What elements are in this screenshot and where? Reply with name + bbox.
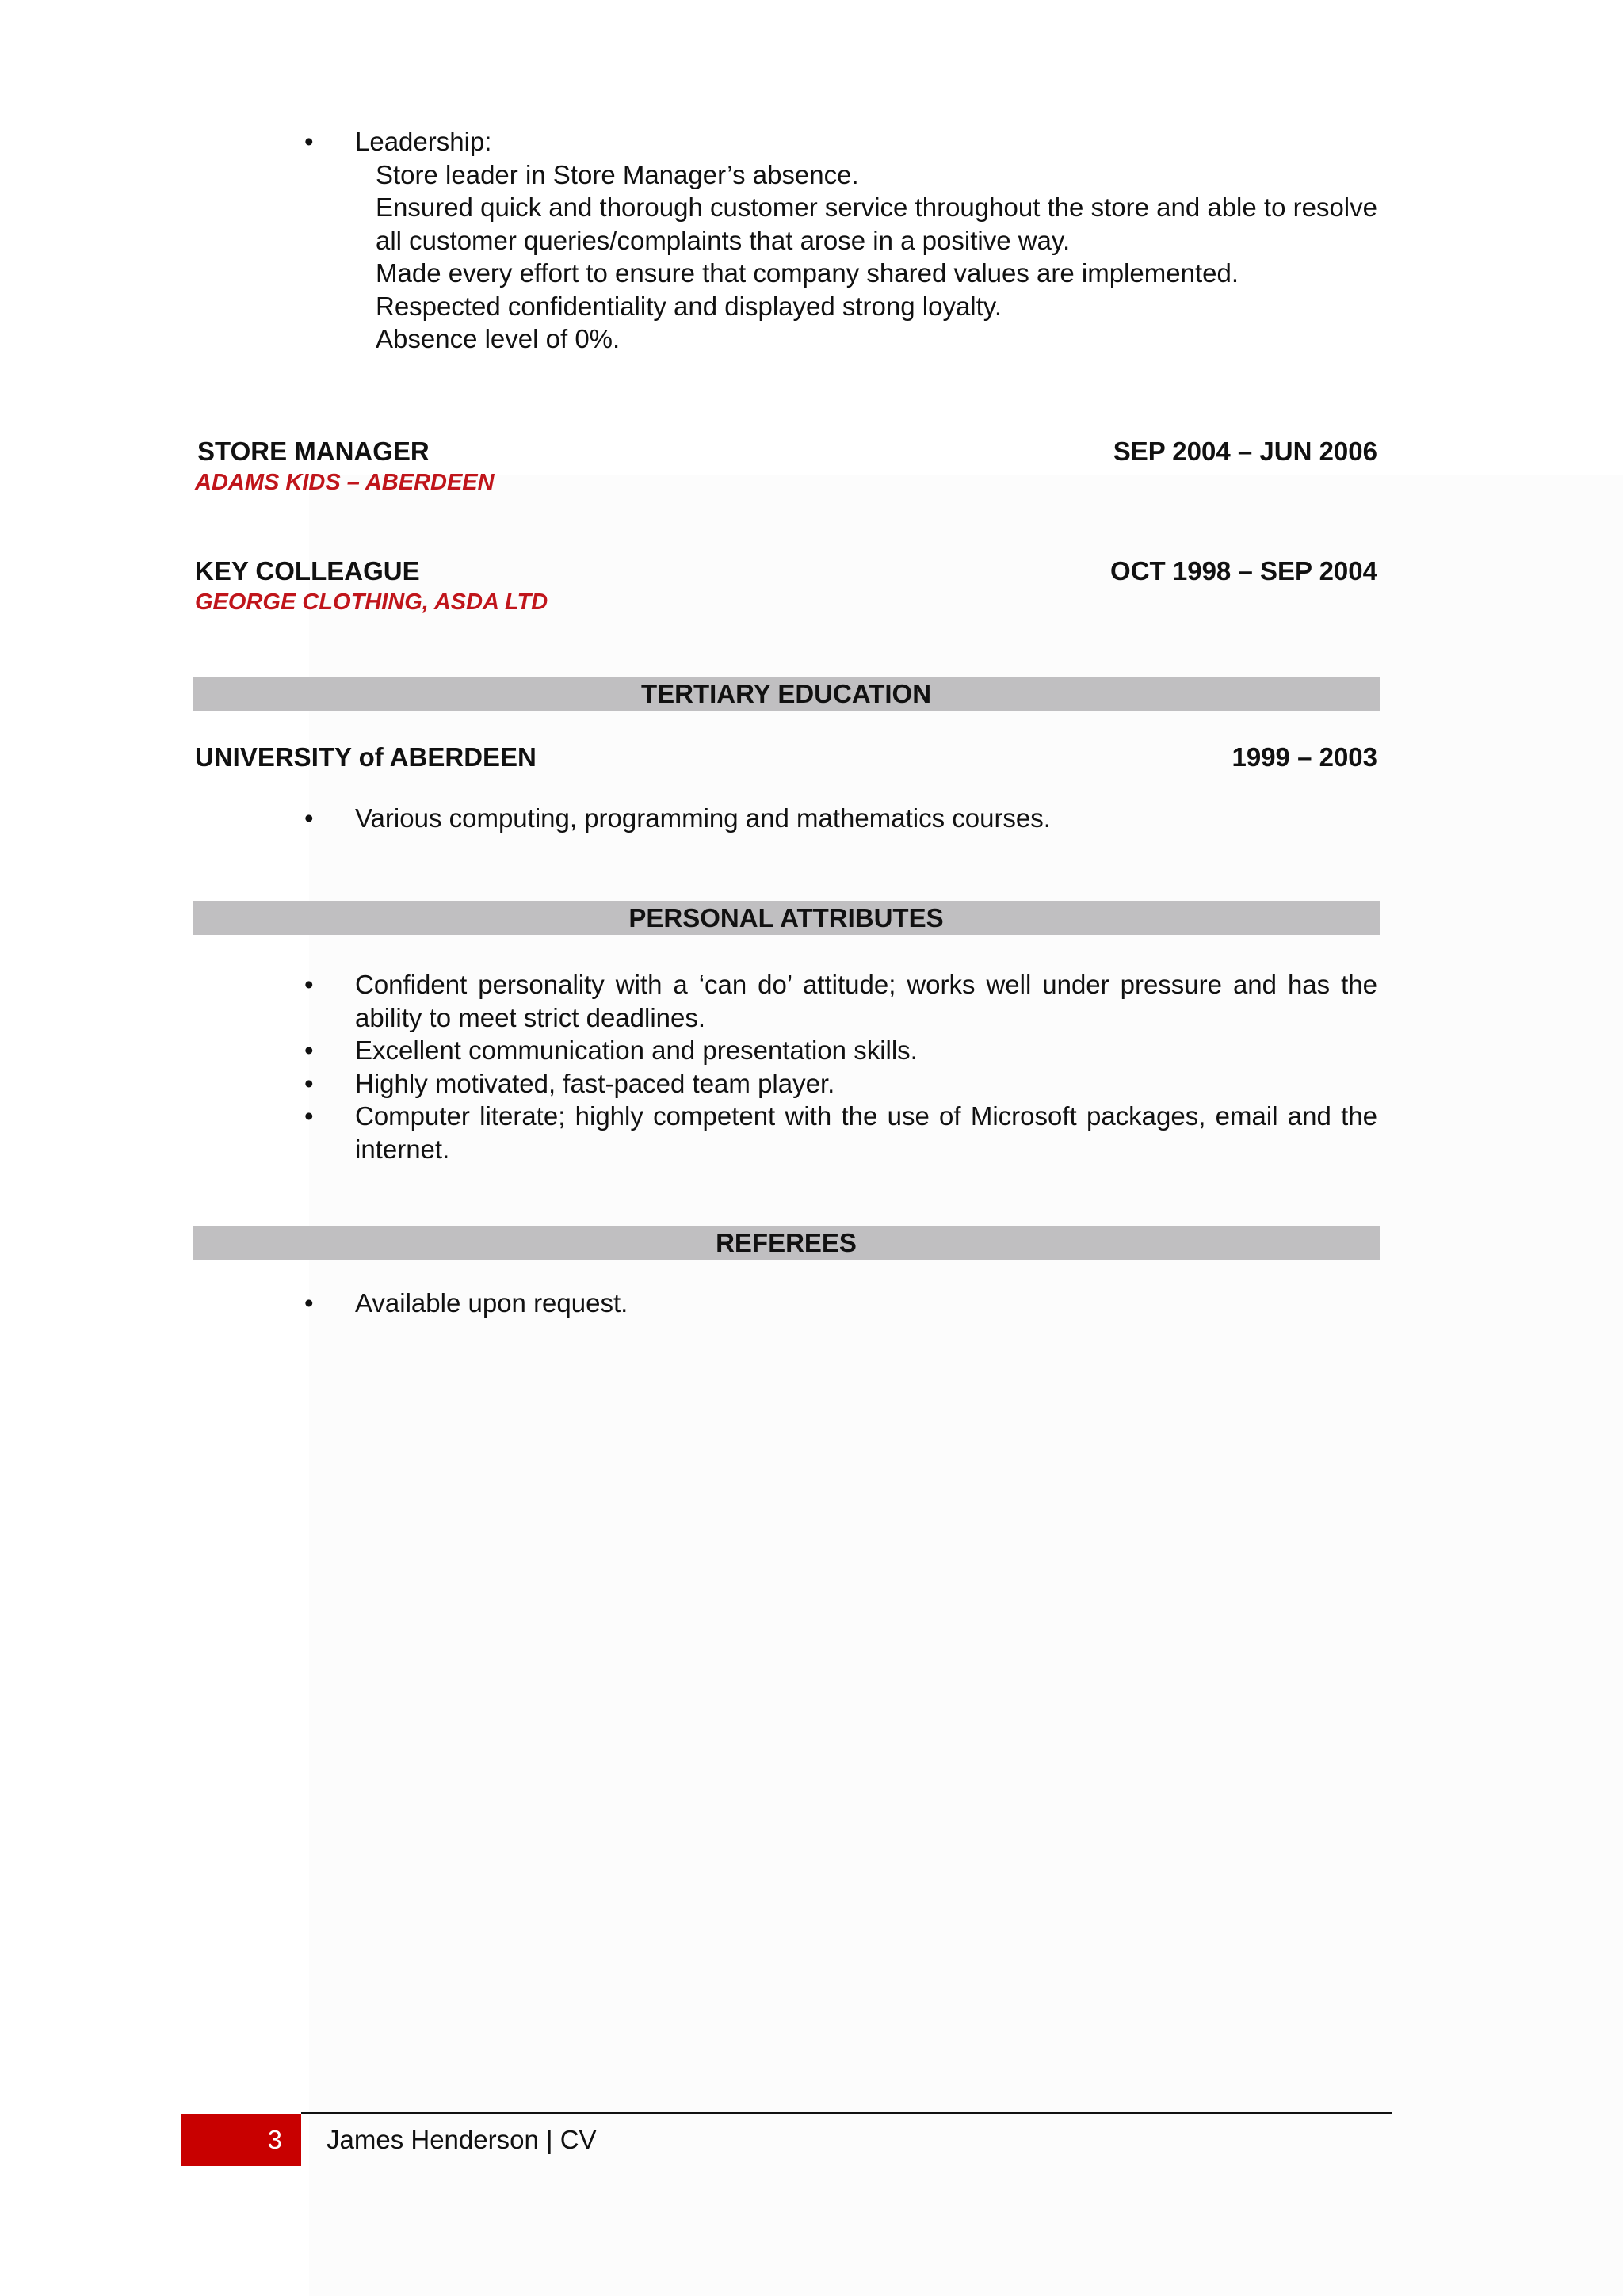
leadership-block <box>304 125 1377 356</box>
job-header <box>195 555 1377 587</box>
job-dates: SEP 2004 – JUN 2006 <box>1113 437 1377 466</box>
institution-name: UNIVERSITY of ABERDEEN <box>195 742 537 772</box>
page-number: 3 <box>181 2114 301 2166</box>
education-header <box>195 742 1377 773</box>
leadership-line: Absence level of 0%. <box>376 324 621 353</box>
bullet-icon: • <box>304 1101 314 1131</box>
job-entry <box>195 436 1377 498</box>
education-years: 1999 – 2003 <box>1232 742 1377 772</box>
leadership-heading: Leadership: <box>355 127 492 156</box>
list-item <box>304 1034 1377 1067</box>
attributes-list <box>304 968 1377 1165</box>
list-item-text: Available upon request. <box>355 1288 628 1318</box>
job-header <box>195 436 1377 467</box>
leadership-line: Respected confidentiality and displayed strong loyalty. <box>376 291 1002 321</box>
bullet-icon: • <box>304 127 314 156</box>
list-item <box>304 1067 1377 1100</box>
bullet-icon: • <box>304 1068 314 1098</box>
education-list <box>304 802 1377 835</box>
list-item <box>304 1100 1377 1165</box>
job-employer: ADAMS KIDS – ABERDEEN <box>195 470 495 495</box>
list-item-text: Various computing, programming and mathematics courses. <box>355 803 1051 833</box>
section-header-referees: REFEREES <box>193 1226 1380 1260</box>
job-title: KEY COLLEAGUE <box>195 556 420 585</box>
referees-list <box>304 1287 1377 1320</box>
job-dates: OCT 1998 – SEP 2004 <box>1110 556 1377 585</box>
bullet-icon: • <box>304 803 314 833</box>
list-item <box>304 125 1377 158</box>
list-item-text: Excellent communication and presentation skills. <box>355 1035 918 1065</box>
bullet-icon: • <box>304 1288 314 1318</box>
section-header-education: TERTIARY EDUCATION <box>193 677 1380 711</box>
section-header-attributes: PERSONAL ATTRIBUTES <box>193 901 1380 935</box>
leadership-line: Ensured quick and thorough customer service throughout the store and able to resolve all customer queries/complaints that arose in a positive way. <box>376 193 1377 255</box>
leadership-details <box>304 158 1377 356</box>
bullet-icon: • <box>304 1035 314 1065</box>
list-item <box>304 802 1377 835</box>
education-entry <box>195 742 1377 773</box>
list-item-text: Confident personality with a ‘can do’ attitude; works well under pressure and has the ability to meet strict deadlines. <box>355 970 1377 1032</box>
leadership-line: Store leader in Store Manager’s absence. <box>376 159 859 189</box>
list-item <box>304 1287 1377 1320</box>
list-item-text: Highly motivated, fast-paced team player. <box>355 1068 835 1098</box>
job-title: STORE MANAGER <box>197 437 430 466</box>
footer-title: James Henderson | CV <box>327 2125 597 2154</box>
list-item-text: Computer literate; highly competent with the use of Microsoft packages, email and the internet. <box>355 1101 1377 1164</box>
job-employer: GEORGE CLOTHING, ASDA LTD <box>195 589 548 615</box>
leadership-line: Made every effort to ensure that company shared values are implemented. <box>376 258 1239 288</box>
list-item <box>304 968 1377 1034</box>
job-entry <box>195 555 1377 617</box>
bullet-icon: • <box>304 970 314 999</box>
